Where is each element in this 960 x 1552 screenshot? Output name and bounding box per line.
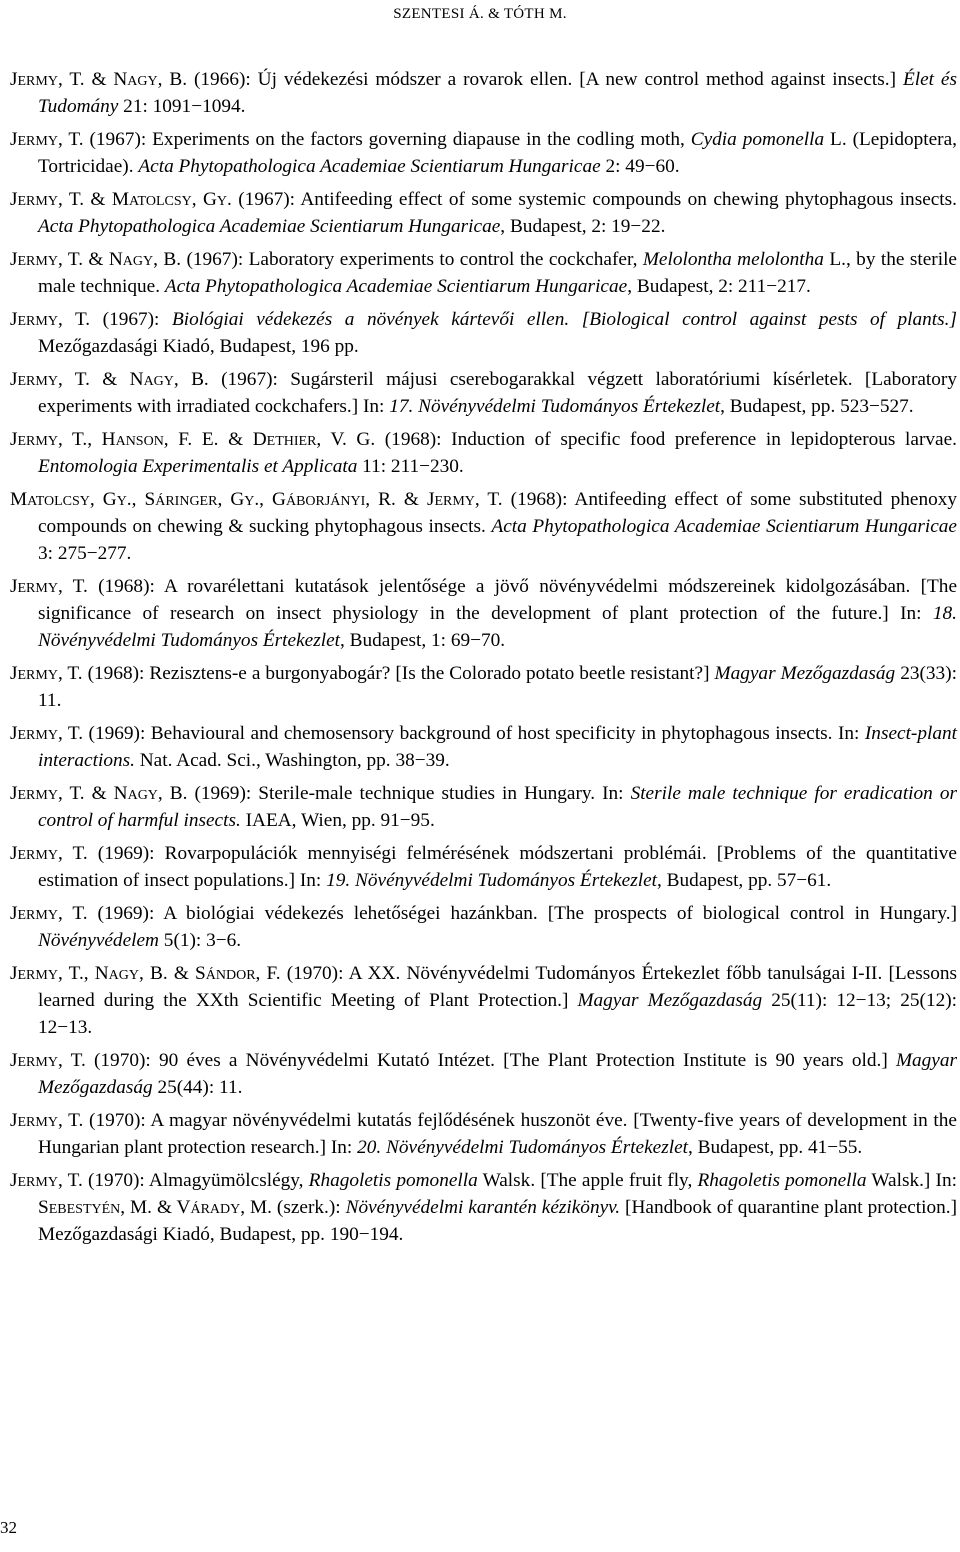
reference-italic-text: Melolontha melolontha <box>642 249 824 270</box>
reference-text: (1967): <box>90 309 172 330</box>
reference-italic-text: Élet és Tudomány <box>38 69 957 117</box>
reference-text: (1970): Almagyümölcslégy, <box>82 1170 309 1191</box>
reference-entry <box>10 660 957 714</box>
reference-text: 25(11): 12−13; 25(12): 12−13. <box>38 990 957 1038</box>
reference-authors: Jermy, T. & Nagy, B. <box>10 69 188 90</box>
reference-italic-text: 19. Növényvédelmi Tudományos Értekezlet <box>326 870 658 891</box>
reference-italic-text: Magyar Mezőgazdaság <box>714 663 896 684</box>
reference-text: (1970): 90 éves a Növényvédelmi Kutató Intézet. [The Plant Protection Institute is 90 years old.] <box>85 1050 896 1071</box>
reference-text: 2: 49−60. <box>600 156 680 177</box>
reference-entry <box>10 1047 957 1101</box>
reference-italic-text: Acta Phytopathologica Academiae Scientiarum Hungaricae <box>164 276 628 297</box>
reference-text: 25(44): 11. <box>152 1077 243 1098</box>
reference-text: , Budapest, 2: 211−217. <box>627 276 811 297</box>
reference-italic-text: Acta Phytopathologica Academiae Scientiarum Hungaricae <box>491 516 957 537</box>
reference-text: IAEA, Wien, pp. 91−95. <box>240 810 435 831</box>
reference-authors: Jermy, T. <box>10 309 91 330</box>
reference-italic-text: Magyar Mezőgazdaság <box>577 990 763 1011</box>
reference-text: [Handbook of quarantine plant protection.] Mezőgazdasági Kiadó, Budapest, pp. 190−194. <box>38 1197 957 1245</box>
reference-text: , Budapest, pp. 57−61. <box>657 870 832 891</box>
reference-authors: Jermy, T. <box>10 843 88 864</box>
reference-entry <box>10 960 957 1041</box>
reference-italic-text: Rhagoletis pomonella <box>308 1170 478 1191</box>
reference-text: 21: 1091−1094. <box>118 96 246 117</box>
reference-italic-text: Növényvédelmi karantén kézikönyv. <box>345 1197 621 1218</box>
reference-entry <box>10 246 957 300</box>
reference-text: Nat. Acad. Sci., Washington, pp. 38−39. <box>134 750 450 771</box>
reference-entry <box>10 1107 957 1161</box>
reference-list <box>10 66 957 1254</box>
reference-text: (1969): Rovarpopulációk mennyiségi felmérésének módszertani problémái. [Problems of the quantitative estimation of insect populations.] In: <box>38 843 957 891</box>
reference-authors: Jermy, T. <box>10 663 83 684</box>
reference-text: (1966): Új védekezési módszer a rovarok ellen. [A new control method against insects.] <box>187 69 903 90</box>
reference-authors: Jermy, T. <box>10 1170 83 1191</box>
reference-authors: Jermy, T., Hanson, F. E. & Dethier, V. G. <box>10 429 376 450</box>
reference-text: (1967): Sugársteril májusi cserebogarakkal végzett laboratóriumi kísérletek. [Laboratory experiments with irradiated cockchafers.] In: <box>38 369 957 417</box>
reference-entry <box>10 366 957 420</box>
reference-entry <box>10 780 957 834</box>
reference-text: (1968): Induction of specific food preference in lepidopterous larvae. <box>375 429 957 450</box>
reference-entry <box>10 1167 957 1248</box>
reference-italic-text: Acta Phytopathologica Academiae Scientiarum Hungaricae <box>38 216 501 237</box>
reference-italic-text: Magyar Mezőgazdaság <box>38 1050 957 1098</box>
reference-entry <box>10 573 957 654</box>
reference-text: (1967): Experiments on the factors governing diapause in the codling moth, <box>83 129 691 150</box>
reference-text: 3: 275−277. <box>38 543 132 564</box>
running-head: SZENTESI Á. & TÓTH M. <box>393 6 567 22</box>
reference-authors: Matolcsy, Gy., Sáringer, Gy., Gáborjányi, R. & Jermy, T. <box>10 489 503 510</box>
reference-text: (1968): A rovarélettani kutatások jelentősége a jövő növényvédelmi módszereinek kidolgozásában. [The significance of research on insect physiology in the development of plant protection of the future.] In: <box>38 576 957 624</box>
reference-text: Mezőgazdasági Kiadó, Budapest, 196 pp. <box>38 336 359 357</box>
reference-text: 11: 211−230. <box>357 456 464 477</box>
reference-entry <box>10 840 957 894</box>
reference-text: , Budapest, pp. 41−55. <box>688 1137 863 1158</box>
reference-italic-text: Növényvédelem <box>38 930 159 951</box>
reference-text: Walsk. [The apple fruit fly, <box>477 1170 698 1191</box>
reference-entry <box>10 720 957 774</box>
reference-authors: Jermy, T., Nagy, B. & Sándor, F. <box>10 963 281 984</box>
reference-italic-text: Acta Phytopathologica Academiae Scientiarum Hungaricae <box>138 156 601 177</box>
reference-text: , Budapest, pp. 523−527. <box>720 396 914 417</box>
reference-italic-text: Sterile male technique for eradication or control of harmful insects. <box>38 783 957 831</box>
reference-text: , Budapest, 1: 69−70. <box>340 630 506 651</box>
reference-authors: Jermy, T. <box>10 1050 86 1071</box>
reference-entry <box>10 486 957 567</box>
reference-authors: Jermy, T. <box>10 903 88 924</box>
reference-text: (1970): A magyar növényvédelmi kutatás fejlődésének huszonöt éve. [Twenty-five years of development in the Hungarian plant protection research.] In: <box>38 1110 957 1158</box>
reference-text: (1967): Antifeeding effect of some systemic compounds on chewing phytophagous insects. <box>231 189 957 210</box>
reference-text: 5(1): 3−6. <box>158 930 242 951</box>
reference-text: (szerk.): <box>271 1197 346 1218</box>
reference-text: L. (Lepidoptera, Tortricidae). <box>38 129 957 177</box>
reference-entry <box>10 66 957 120</box>
reference-authors: Jermy, T. <box>10 723 84 744</box>
reference-authors: Jermy, T. & Matolcsy, Gy. <box>10 189 232 210</box>
reference-authors: Jermy, T. <box>10 576 88 597</box>
reference-entry <box>10 306 957 360</box>
reference-authors: Sebestyén, M. & Várady, M. <box>38 1197 272 1218</box>
reference-authors: Jermy, T. <box>10 129 84 150</box>
reference-text: (1969): A biológiai védekezés lehetőségei hazánkban. [The prospects of biological control in Hungary.] <box>87 903 958 924</box>
reference-italic-text: Cydia pomonella <box>690 129 825 150</box>
reference-italic-text: 17. Növényvédelmi Tudományos Értekezlet <box>389 396 721 417</box>
reference-text: (1967): Laboratory experiments to control the cockchafer, <box>181 249 643 270</box>
reference-text: 23(33): 11. <box>38 663 957 711</box>
reference-entry <box>10 186 957 240</box>
reference-italic-text: Insect-plant interactions. <box>38 723 957 771</box>
reference-text: (1969): Behavioural and chemosensory background of host specificity in phytophagous insects. In: <box>83 723 865 744</box>
reference-authors: Jermy, T. & Nagy, B. <box>10 249 182 270</box>
reference-italic-text: Entomologia Experimentalis et Applicata <box>38 456 358 477</box>
reference-text: (1970): A XX. Növényvédelmi Tudományos Értekezlet főbb tanulságai I-II. [Lessons learned during the XXth Scientific Meeting of Plant Protection.] <box>38 963 957 1011</box>
reference-text: Walsk.] In: <box>866 1170 957 1191</box>
page-number: 32 <box>0 1518 17 1537</box>
reference-italic-text: Rhagoletis pomonella <box>697 1170 867 1191</box>
reference-text: L., by the sterile male technique. <box>38 249 957 297</box>
reference-text: (1968): Antifeeding effect of some substituted phenoxy compounds on chewing & sucking phytophagous insects. <box>38 489 958 537</box>
reference-authors: Jermy, T. & Nagy, B. <box>10 369 209 390</box>
reference-italic-text: 20. Növényvédelmi Tudományos Értekezlet <box>357 1137 689 1158</box>
reference-italic-text: 18. Növényvédelmi Tudományos Értekezlet <box>38 603 957 651</box>
reference-text: (1969): Sterile-male technique studies in Hungary. In: <box>187 783 631 804</box>
reference-entry <box>10 900 957 954</box>
reference-italic-text: Biológiai védekezés a növények kártevői ellen. [Biological control against pests of plants.] <box>171 309 957 330</box>
reference-authors: Jermy, T. & Nagy, B. <box>10 783 188 804</box>
reference-entry <box>10 426 957 480</box>
reference-text: (1968): Rezisztens-e a burgonyabogár? [Is the Colorado potato beetle resistant?] <box>82 663 715 684</box>
reference-entry <box>10 126 957 180</box>
reference-authors: Jermy, T. <box>10 1110 84 1131</box>
reference-text: , Budapest, 2: 19−22. <box>500 216 666 237</box>
